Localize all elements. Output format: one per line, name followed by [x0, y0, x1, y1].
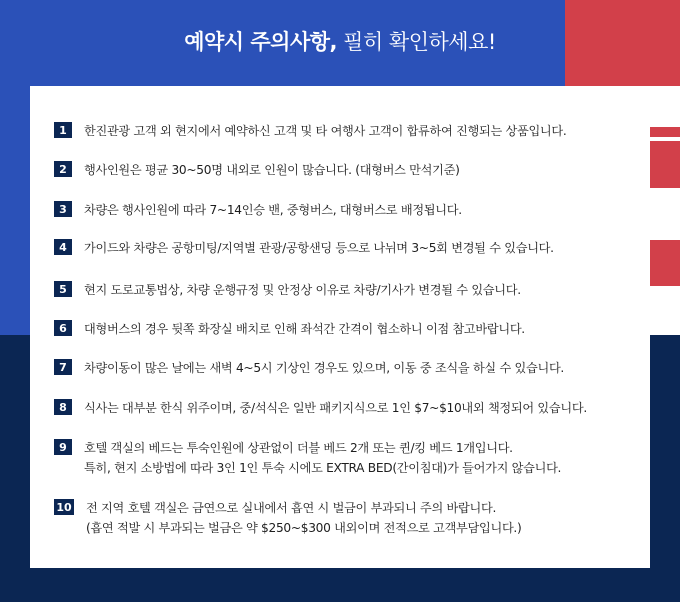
notice-item	[54, 121, 634, 141]
notice-line: 대형버스의 경우 뒷쪽 화장실 배치로 인해 좌석간 간격이 협소하니 이점 참고바랍니다.	[84, 322, 525, 336]
notice-item	[54, 358, 634, 378]
notice-text	[84, 438, 561, 478]
notice-number-badge: 9	[54, 439, 72, 455]
notice-text	[86, 498, 521, 538]
page-title	[0, 26, 680, 56]
notice-line: 현지 도로교통법상, 차량 운행규정 및 안정상 이유로 차량/기사가 변경될 수 있습니다.	[84, 283, 521, 297]
notice-line: 호텔 객실의 베드는 투숙인원에 상관없이 더블 베드 2개 또는 퀸/킹 베드 1개입니다.	[84, 441, 513, 455]
notice-text	[84, 238, 554, 258]
notice-number-badge: 2	[54, 161, 72, 177]
notice-text	[84, 398, 587, 418]
notice-line: 행사인원은 평균 30~50명 내외로 인원이 많습니다. (대형버스 만석기준)	[84, 163, 460, 177]
notice-line: 특히, 현지 소방법에 따라 3인 1인 투숙 시에도 EXTRA BED(간이침대)가 들어가지 않습니다.	[84, 461, 562, 475]
notice-line: 전 지역 호텔 객실은 금연으로 실내에서 흡연 시 벌금이 부과되니 주의 바랍니다.	[86, 501, 497, 515]
notice-text	[84, 200, 462, 220]
notice-item	[54, 280, 634, 300]
notice-item	[54, 498, 634, 538]
notice-number-badge: 8	[54, 399, 72, 415]
notice-item	[54, 398, 634, 418]
title-strong: 예약시 주의사항,	[184, 30, 337, 54]
notice-line: 가이드와 차량은 공항미팅/지역별 관광/공항샌딩 등으로 나뉘며 3~5회 변경될 수 있습니다.	[84, 241, 554, 255]
notice-number-badge: 3	[54, 201, 72, 217]
notice-line: 한진관광 고객 외 현지에서 예약하신 고객 및 타 여행사 고객이 합류하여 진행되는 상품입니다.	[84, 124, 567, 138]
title-light: 필히 확인하세요!	[337, 30, 496, 54]
notice-text	[84, 280, 521, 300]
notice-number-badge: 1	[54, 122, 72, 138]
notice-item	[54, 200, 634, 220]
notice-line: 차량은 행사인원에 따라 7~14인승 밴, 중형버스, 대형버스로 배정됩니다.	[84, 203, 462, 217]
notice-number-badge: 5	[54, 281, 72, 297]
notice-line: 식사는 대부분 한식 위주이며, 중/석식은 일반 패키지식으로 1인 $7~$10내외 책정되어 있습니다.	[84, 401, 587, 415]
notice-line: 차량이동이 많은 날에는 새벽 4~5시 기상인 경우도 있으며, 이동 중 조식을 하실 수 있습니다.	[84, 361, 564, 375]
notice-text	[84, 160, 460, 180]
notice-number-badge: 6	[54, 320, 72, 336]
notice-text	[84, 358, 564, 378]
notice-item	[54, 160, 634, 180]
notice-card	[30, 86, 650, 568]
notice-item	[54, 319, 634, 339]
notice-line: (흡연 적발 시 부과되는 벌금은 약 $250~$300 내외이며 전적으로 고객부담입니다.)	[86, 521, 522, 535]
notice-number-badge: 10	[54, 499, 74, 515]
notice-text	[84, 121, 566, 141]
notice-item	[54, 438, 634, 478]
notice-number-badge: 7	[54, 359, 72, 375]
notice-text	[84, 319, 525, 339]
notice-number-badge: 4	[54, 239, 72, 255]
notice-item	[54, 238, 634, 258]
